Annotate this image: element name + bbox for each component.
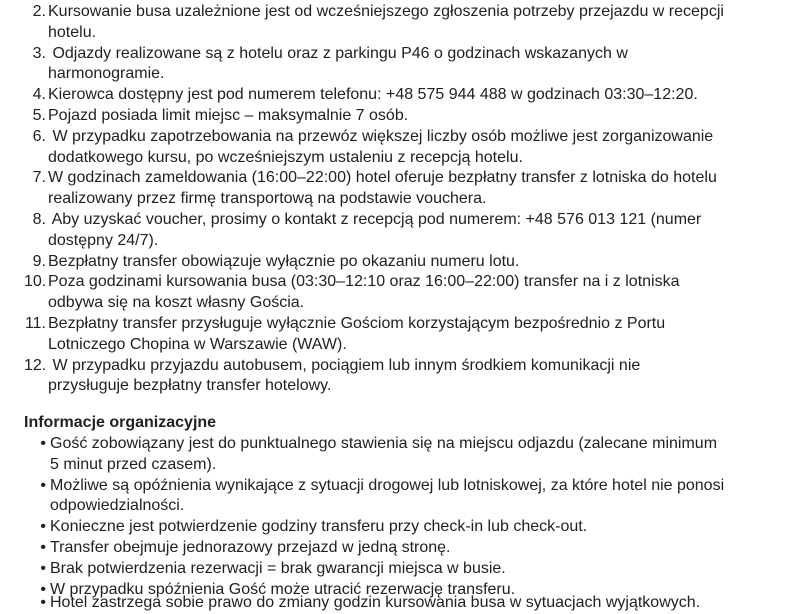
- numbered-list-item: [24, 106, 770, 127]
- text-line: Odjazdy realizowane są z hotelu oraz z parkingu P46 o godzinach wskazanych w: [48, 44, 628, 62]
- list-item-number: 6.: [32, 127, 46, 145]
- text-line: W przypadku zapotrzebowania na przewóz większej liczby osób możliwe jest zorganizowanie: [48, 127, 714, 145]
- text-line: przysługuje bezpłatny transfer hotelowy.: [48, 377, 332, 395]
- numbered-list-item: [24, 127, 770, 169]
- bullet-icon: •: [40, 594, 46, 612]
- list-item-number: 5.: [32, 106, 46, 124]
- list-item-text: [48, 2, 770, 44]
- text-line: Kierowca dostępny jest pod numerem telefonu: +48 575 944 488 w godzinach 03:30–12:20.: [48, 86, 698, 104]
- numbered-list-item: [24, 252, 770, 273]
- text-line: W przypadku spóźnienia Gość może utracić rezerwację transferu.: [50, 580, 516, 598]
- list-item-text: [50, 517, 770, 538]
- list-item-number: 11.: [24, 314, 46, 332]
- numbered-list-item: [24, 168, 770, 210]
- bullet-icon: •: [40, 518, 46, 536]
- list-item-text: [48, 314, 770, 356]
- list-item-text: [48, 127, 770, 169]
- text-line: Aby uzyskać voucher, prosimy o kontakt z recepcją pod numerem: +48 576 013 121 (numer: [48, 210, 702, 228]
- bullet-icon: •: [40, 580, 46, 598]
- bullet-list-item: [24, 538, 770, 559]
- list-item-number: 12.: [24, 356, 47, 374]
- numbered-list-item: [24, 2, 770, 44]
- numbered-list: [24, 2, 770, 397]
- numbered-list-item: [24, 356, 770, 398]
- list-item-text: [48, 85, 770, 106]
- bullet-list: [24, 434, 770, 600]
- list-item-number: 2.: [32, 3, 46, 20]
- list-item-number: 4.: [32, 86, 46, 104]
- text-line: Pojazd posiada limit miejsc – maksymalnie 7 osób.: [48, 106, 409, 124]
- text-line: Możliwe są opóźnienia wynikające z sytuacji drogowej lub lotniskowej, za które hotel nie ponosi: [50, 476, 725, 494]
- text-line: Lotniczego Chopina w Warszawie (WAW).: [48, 335, 347, 353]
- text-line: Kursowanie busa uzależnione jest od wcześniejszego zgłoszenia potrzeby przejazdu w recepcji: [48, 3, 724, 20]
- list-item-text: [48, 106, 770, 127]
- numbered-list-item: [24, 314, 770, 356]
- numbered-list-item: [24, 44, 770, 86]
- list-item-text: [50, 538, 770, 559]
- list-item-number: 8.: [32, 210, 46, 228]
- text-line: W przypadku przyjazdu autobusem, pociągiem lub innym środkiem komunikacji nie: [48, 356, 641, 374]
- text-line: odpowiedzialności.: [50, 497, 185, 515]
- text-line: dostępny 24/7).: [48, 231, 159, 249]
- text-line: Brak potwierdzenia rezerwacji = brak gwarancji miejsca w busie.: [50, 559, 506, 577]
- bullet-icon: •: [40, 434, 46, 452]
- text-line: Gość zobowiązany jest do punktualnego stawienia się na miejscu odjazdu (zalecane minimum: [50, 434, 718, 452]
- bullet-list-item: [24, 476, 770, 518]
- bullet-list-item: [24, 559, 770, 580]
- list-item-text: [50, 434, 770, 476]
- text-line: odbywa się na koszt własny Gościa.: [48, 294, 305, 312]
- list-item-text: [48, 252, 770, 273]
- list-item-number: 3.: [32, 44, 46, 62]
- section-heading: Informacje organizacyjne: [24, 414, 217, 432]
- text-line: Bezpłatny transfer przysługuje wyłącznie Gościom korzystającym bezpośrednio z Portu: [48, 314, 666, 332]
- text-line: 5 minut przed czasem).: [50, 455, 217, 473]
- text-line: Transfer obejmuje jednorazowy przejazd w jedną stronę.: [50, 538, 451, 556]
- list-item-number: 7.: [32, 169, 46, 187]
- text-line: W godzinach zameldowania (16:00–22:00) hotel oferuje bezpłatny transfer z lotniska do hotelu: [48, 169, 717, 187]
- clipped-line-text: Hotel zastrzega sobie prawo do zmiany godzin kursowania busa w sytuacjach wyjątkowych.: [50, 594, 701, 612]
- list-item-text: [48, 44, 770, 86]
- list-item-text: [48, 272, 770, 314]
- text-line: Bezpłatny transfer obowiązuje wyłącznie po okazaniu numeru lotu.: [48, 252, 520, 270]
- text-line: Konieczne jest potwierdzenie godziny transferu przy check-in lub check-out.: [50, 518, 588, 536]
- list-item-text: [50, 559, 770, 580]
- bullet-list-item: [24, 434, 770, 476]
- numbered-list-item: [24, 272, 770, 314]
- clipped-next-line: [24, 593, 770, 614]
- text-line: hotelu.: [48, 23, 97, 41]
- text-line: harmonogramie.: [48, 65, 165, 83]
- numbered-list-item: [24, 85, 770, 106]
- text-line: Poza godzinami kursowania busa (03:30–12:10 oraz 16:00–22:00) transfer na i z lotniska: [48, 273, 680, 291]
- text-line: realizowany przez firmę transportową na podstawie vouchera.: [48, 190, 487, 208]
- list-item-text: [48, 356, 770, 398]
- list-item-text: [48, 168, 770, 210]
- text-line: dodatkowego kursu, po wcześniejszym ustaleniu z recepcją hotelu.: [48, 148, 523, 166]
- list-item-number: 9.: [32, 252, 46, 270]
- bullet-icon: •: [40, 476, 46, 494]
- bullet-icon: •: [40, 538, 46, 556]
- bullet-icon: •: [40, 559, 46, 577]
- list-item-text: [48, 210, 770, 252]
- numbered-list-item: [24, 210, 770, 252]
- bullet-list-item: [24, 517, 770, 538]
- list-item-text: [50, 476, 770, 518]
- list-item-number: 10.: [24, 273, 47, 291]
